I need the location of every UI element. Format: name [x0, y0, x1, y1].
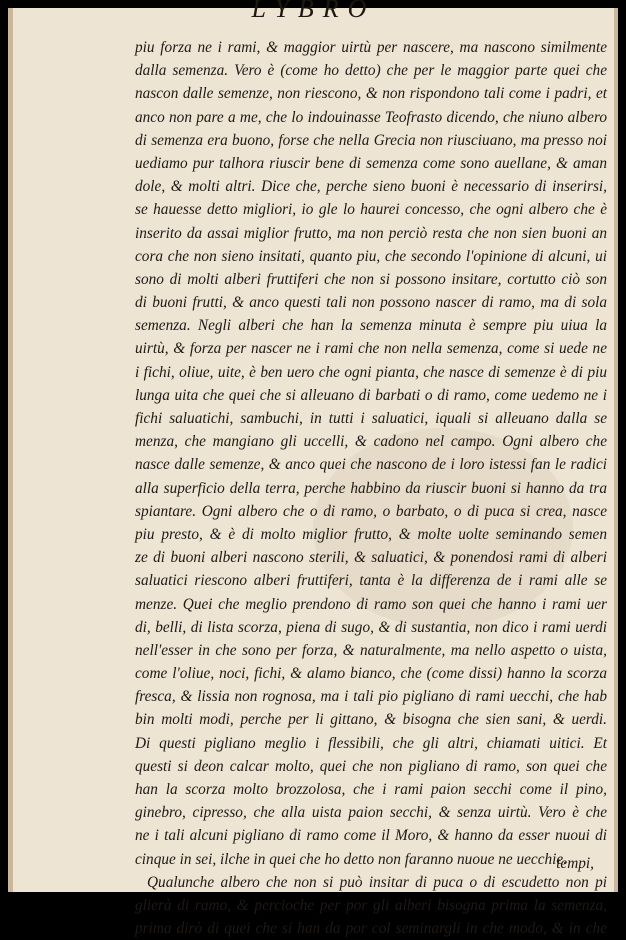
text-line: uirtù, & forza per nascer ne i rami che non nella semenza, come si uede ne: [135, 340, 607, 358]
text-line: menze. Quei che meglio prendono di ramo son quei che hanno i rami uer: [135, 595, 607, 613]
text-line: cora che non sieno insitati, quanto piu, che secondo l'opinione di alcuni, ui: [135, 247, 607, 265]
text-line: come l'oliue, noci, fichi, & alamo bianco, che (come dissi) hanno la scorza: [135, 665, 607, 683]
text-line: inserito da assai miglior frutto, ma non perciò resta che non sien buoni an: [135, 224, 607, 242]
body-text: [135, 36, 607, 940]
text-line: di semenza era buono, forse che nella Grecia non riusciuano, ma presso noi: [135, 131, 607, 149]
text-line: dalla semenza. Vero è (come ho detto) che per le maggior parte quei che: [135, 62, 607, 80]
text-line: Qualunche albero che non si può insitar di puca o di escudetto non pi: [147, 873, 607, 891]
text-line: cinque in sei, ilche in quei che ho detto non faranno nuoue ne uecchie.: [135, 850, 568, 868]
text-line: glierà di ramo, & percioche per por gli alberi bisogna prima la semenza,: [135, 896, 607, 914]
text-line: ne i tali alcuni pigliano di ramo come il Moro, & hanno da esser nuoui di: [135, 827, 607, 845]
text-line: lunga uita che quei che si alleuano di barbati o di ramo, come uedemo ne i: [135, 386, 607, 404]
text-line: sono di molti alberi fruttiferi che non si possono insitare, cortutto ciò son: [135, 270, 607, 288]
text-line: Di questi pigliano meglio i flessibili, che gli altri, chiamati uitici. Et: [135, 734, 607, 752]
text-line: prima dirò di quei che si han da por col seminargli in che modo, & in che: [135, 920, 607, 938]
text-line: menza, che mangiano gli uccelli, & cadono nel campo. Ogni albero che: [135, 433, 607, 451]
text-line: ginebro, cipresso, che alla uista paion secchi, & senza uirtù. Vero è che: [135, 804, 607, 822]
page-frame: [8, 0, 618, 938]
text-line: alla superficio della terra, perche habbino da riuscir buoni si hanno da tra: [135, 479, 607, 497]
text-line: di, belli, di lista scorza, piena di sugo, & di sustantia, non dico i rami uerdi: [135, 618, 607, 636]
book-page: [13, 0, 614, 938]
text-line: ze di buoni alberi nascono sterili, & saluatici, & ponendosi rami di alberi: [135, 549, 607, 567]
text-line: nasce dalle semenze, & anco quei che nascono de i loro istessi fan le radici: [135, 456, 607, 474]
text-line: spiantare. Ogni albero che o di ramo, o barbato, o di puca si crea, nasce: [135, 502, 607, 520]
text-line: bin molti modi, perche per li gittano, & bisogna che sien sani, & uerdi.: [135, 711, 607, 729]
text-line: nell'esser in che sono per forza, & naturalmente, ma nello aspetto o uista,: [135, 641, 607, 659]
text-line: di buoni frutti, & anco questi tali non possono nascer di ramo, ma di sola: [135, 294, 607, 312]
text-line: nascon dalle semenze, non riescono, & non rispondono tali come i padri, et: [135, 85, 607, 103]
text-line: semenza. Negli alberi che han la semenza minuta è sempre piu uiua la: [135, 317, 607, 335]
text-line: piu forza ne i rami, & maggior uirtù per nascere, ma nascono similmente: [135, 39, 607, 56]
text-line: fichi saluatichi, sambuchi, in tutti i saluatici, iquali si alleuano dalla se: [135, 410, 607, 427]
running-head: LYBRO: [251, 0, 376, 23]
text-line: dole, & molti altri. Dice che, perche sieno buoni è necessario di inserirsi,: [135, 178, 607, 196]
text-line: se hauesse detto migliori, io gle lo haurei concesso, che ogni albero che è: [135, 201, 607, 219]
text-line: fresca, & lissia non rognosa, ma i tali pio pigliano di rami uecchi, che hab: [135, 688, 607, 706]
text-line: questi si deon calcar molto, quei che non pigliano di ramo, son quei che: [135, 757, 607, 775]
catchword: tempi,: [556, 855, 594, 872]
text-line: anco non pare a me, che lo indouinasse Teofrasto dicendo, che niuno albero: [135, 108, 607, 126]
text-line: saluatici riescono alberi fruttiferi, tanta è la differenza de i rami alle se: [135, 572, 607, 590]
text-line: han la scorza molto brozzolosa, che i rami paion secchi come il pino,: [135, 781, 607, 798]
text-line: piu presto, & è di molto miglior frutto, & molte uolte seminando semen: [135, 525, 607, 543]
text-line: uediamo pur talhora riuscir bene di semenza come sono auellane, & aman: [135, 154, 607, 172]
text-line: i fichi, oliue, uite, è ben uero che ogni pianta, che nasce di semenze è di piu: [135, 363, 607, 381]
